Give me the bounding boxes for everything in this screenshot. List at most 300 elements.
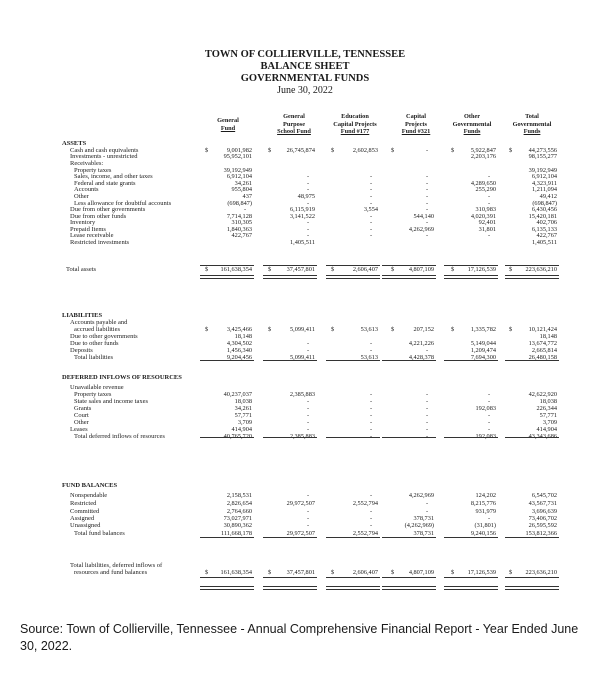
row-value: - bbox=[426, 200, 429, 207]
dollar-sign: $ bbox=[205, 326, 209, 333]
row-label: Property taxes bbox=[74, 167, 112, 174]
table-row bbox=[0, 266, 610, 274]
row-value: - bbox=[426, 398, 429, 405]
underline bbox=[444, 265, 498, 266]
underline bbox=[505, 537, 559, 538]
row-value: 48,975 bbox=[297, 193, 315, 200]
row-value: - bbox=[370, 522, 373, 529]
dollar-sign: $ bbox=[509, 266, 513, 273]
row-value: 310,983 bbox=[475, 206, 496, 213]
dollar-sign: $ bbox=[509, 569, 513, 576]
double-underline bbox=[382, 586, 436, 590]
row-value: 2,552,794 bbox=[352, 500, 378, 507]
row-value: - bbox=[370, 398, 373, 405]
row-value: - bbox=[426, 419, 429, 426]
row-value: 3,554 bbox=[363, 206, 378, 213]
row-value: 18,148 bbox=[539, 333, 557, 340]
row-value: - bbox=[307, 508, 310, 515]
row-value: 4,807,109 bbox=[408, 569, 434, 576]
row-value: 1,840,363 bbox=[226, 226, 252, 233]
row-value: - bbox=[426, 147, 429, 154]
row-value: - bbox=[307, 426, 310, 433]
column-header-line: Fund #321 bbox=[401, 128, 431, 135]
row-label: Other bbox=[74, 419, 89, 426]
row-value: 30,890,362 bbox=[223, 522, 252, 529]
row-label: accrued liabilities bbox=[74, 326, 121, 333]
row-value: - bbox=[370, 200, 373, 207]
row-value: - bbox=[307, 173, 310, 180]
row-value: - bbox=[370, 419, 373, 426]
row-value: - bbox=[307, 419, 310, 426]
dollar-sign: $ bbox=[205, 266, 209, 273]
row-value: 124,202 bbox=[475, 492, 496, 499]
row-value: 4,262,969 bbox=[408, 492, 434, 499]
row-label: ASSETS bbox=[62, 140, 87, 147]
row-value: - bbox=[370, 508, 373, 515]
row-label: Lease receivable bbox=[70, 232, 114, 239]
row-value: 2,385,883 bbox=[289, 391, 315, 398]
row-value: 49,412 bbox=[539, 193, 557, 200]
row-value: (698,847) bbox=[532, 200, 557, 207]
row-value: - bbox=[488, 412, 491, 419]
row-value: - bbox=[426, 206, 429, 213]
row-value: - bbox=[307, 412, 310, 419]
underline bbox=[326, 360, 380, 361]
row-label: Nonspendable bbox=[70, 492, 108, 499]
underline bbox=[200, 265, 254, 266]
row-label: Total liabilities bbox=[74, 354, 114, 361]
row-value: 6,545,702 bbox=[531, 492, 557, 499]
statement-date: June 30, 2022 bbox=[277, 85, 333, 96]
row-value: - bbox=[426, 186, 429, 193]
row-value: 1,209,474 bbox=[470, 347, 496, 354]
row-value: 1,405,511 bbox=[532, 239, 557, 246]
row-label: Other bbox=[74, 193, 89, 200]
row-value: 26,480,158 bbox=[528, 354, 557, 361]
row-value: 29,972,507 bbox=[286, 530, 315, 537]
row-label: Property taxes bbox=[74, 391, 112, 398]
dollar-sign: $ bbox=[268, 326, 272, 333]
row-value: 8,215,776 bbox=[470, 500, 496, 507]
row-value: 223,636,210 bbox=[525, 266, 557, 273]
row-value: 1,211,094 bbox=[532, 186, 557, 193]
double-underline bbox=[200, 586, 254, 590]
row-value: 9,001,982 bbox=[226, 147, 252, 154]
column-header-line: Purpose bbox=[282, 120, 306, 128]
dollar-sign: $ bbox=[451, 569, 455, 576]
row-label: Prepaid Items bbox=[70, 226, 106, 233]
row-value: - bbox=[426, 173, 429, 180]
column-header-line: Other bbox=[463, 113, 481, 120]
table-row bbox=[0, 239, 610, 247]
underline bbox=[505, 577, 559, 578]
row-value: 34,261 bbox=[234, 180, 252, 187]
row-value: 6,135,133 bbox=[531, 226, 557, 233]
row-value: - bbox=[307, 515, 310, 522]
row-label: Receivables: bbox=[70, 160, 104, 167]
row-value: 3,709 bbox=[542, 419, 557, 426]
row-value: - bbox=[370, 193, 373, 200]
double-underline bbox=[444, 586, 498, 590]
row-label: Due from other governments bbox=[70, 206, 146, 213]
row-label: Committed bbox=[70, 508, 100, 515]
dollar-sign: $ bbox=[451, 147, 455, 154]
row-value: 207,152 bbox=[413, 326, 434, 333]
double-underline bbox=[382, 275, 436, 279]
row-label: Restricted bbox=[70, 500, 97, 507]
row-value: 414,904 bbox=[231, 426, 252, 433]
row-value: - bbox=[307, 232, 310, 239]
row-value: - bbox=[370, 412, 373, 419]
row-value: 18,148 bbox=[234, 333, 252, 340]
underline bbox=[505, 265, 559, 266]
row-value: (31,801) bbox=[474, 522, 496, 529]
dollar-sign: $ bbox=[205, 569, 209, 576]
row-value: 4,428,378 bbox=[408, 354, 434, 361]
row-value: 26,745,874 bbox=[286, 147, 315, 154]
table-row bbox=[0, 500, 610, 508]
column-header-line: Capital Projects bbox=[333, 120, 377, 128]
row-value: 192,083 bbox=[475, 433, 496, 440]
row-value: - bbox=[307, 340, 310, 347]
row-value: 6,912,104 bbox=[531, 173, 557, 180]
row-value: - bbox=[307, 219, 310, 226]
row-label: Court bbox=[74, 412, 89, 419]
underline bbox=[444, 360, 498, 361]
row-value: - bbox=[370, 186, 373, 193]
underline bbox=[505, 437, 559, 438]
row-label: Assigned bbox=[70, 515, 95, 522]
row-value: 98,155,277 bbox=[528, 153, 557, 160]
title-governmental-funds: GOVERNMENTAL FUNDS bbox=[240, 73, 370, 84]
row-value: 42,622,920 bbox=[528, 391, 557, 398]
row-value: 15,420,181 bbox=[528, 213, 557, 220]
underline bbox=[382, 537, 436, 538]
row-value: 1,405,511 bbox=[290, 239, 315, 246]
source-note: Source: Town of Collierville, Tennessee - Annual Comprehensive Financial Report - Year Ended June 30, 2022. bbox=[20, 622, 579, 653]
row-label: Due from other funds bbox=[70, 213, 127, 220]
underline bbox=[263, 360, 317, 361]
row-value: - bbox=[488, 426, 491, 433]
underline bbox=[444, 537, 498, 538]
row-value: - bbox=[370, 433, 373, 440]
row-value: 223,636,210 bbox=[525, 569, 557, 576]
row-value: - bbox=[370, 180, 373, 187]
row-value: 43,343,686 bbox=[528, 433, 557, 440]
row-value: - bbox=[370, 405, 373, 412]
row-value: 3,141,522 bbox=[289, 213, 315, 220]
row-label: Less allowance for doubtful accounts bbox=[74, 200, 172, 207]
table-row bbox=[0, 522, 610, 530]
underline bbox=[263, 537, 317, 538]
table-row bbox=[0, 492, 610, 500]
row-value: - bbox=[244, 206, 247, 213]
row-value: 53,613 bbox=[360, 354, 378, 361]
row-value: 13,674,772 bbox=[528, 340, 557, 347]
dollar-sign: $ bbox=[268, 266, 272, 273]
column-header-line: Governmental bbox=[512, 120, 552, 128]
row-value: 6,912,104 bbox=[226, 173, 252, 180]
underline bbox=[200, 577, 254, 578]
row-value: 4,323,911 bbox=[532, 180, 557, 187]
row-value: - bbox=[488, 391, 491, 398]
row-value: 2,606,407 bbox=[352, 569, 378, 576]
underline bbox=[326, 437, 380, 438]
column-header-line: Funds bbox=[523, 128, 541, 135]
row-value: 31,801 bbox=[478, 226, 496, 233]
row-value: - bbox=[307, 347, 310, 354]
row-value: 34,261 bbox=[234, 405, 252, 412]
row-value: - bbox=[426, 219, 429, 226]
row-label: Restricted investments bbox=[70, 239, 130, 246]
underline bbox=[505, 360, 559, 361]
table-row bbox=[0, 482, 610, 490]
row-value: - bbox=[307, 492, 310, 499]
row-value: - bbox=[370, 391, 373, 398]
row-value: - bbox=[426, 412, 429, 419]
table-row bbox=[0, 569, 610, 577]
column-header-line: General bbox=[283, 113, 305, 120]
row-value: 6,115,919 bbox=[290, 206, 315, 213]
column-header-line: Education bbox=[341, 113, 369, 120]
row-value: 37,457,801 bbox=[286, 569, 315, 576]
row-value: 18,038 bbox=[234, 398, 252, 405]
row-label: FUND BALANCES bbox=[62, 482, 118, 489]
underline bbox=[326, 577, 380, 578]
row-label: Deposits bbox=[70, 347, 93, 354]
row-value: 192,083 bbox=[475, 405, 496, 412]
row-value: - bbox=[488, 193, 491, 200]
row-value: 73,027,971 bbox=[223, 515, 252, 522]
row-value: - bbox=[307, 200, 310, 207]
row-value: - bbox=[370, 515, 373, 522]
underline bbox=[444, 577, 498, 578]
underline bbox=[200, 360, 254, 361]
dollar-sign: $ bbox=[268, 569, 272, 576]
row-label: DEFERRED INFLOWS OF RESOURCES bbox=[62, 374, 182, 381]
row-value: 5,099,411 bbox=[290, 354, 315, 361]
underline bbox=[382, 577, 436, 578]
row-label: State sales and income taxes bbox=[74, 398, 149, 405]
dollar-sign: $ bbox=[451, 326, 455, 333]
row-label: Accounts bbox=[74, 186, 99, 193]
row-value: 402,706 bbox=[536, 219, 557, 226]
row-value: 73,406,702 bbox=[528, 515, 557, 522]
row-label: Cash and cash equivalents bbox=[70, 147, 139, 154]
row-value: 153,812,366 bbox=[525, 530, 557, 537]
row-value: - bbox=[488, 173, 491, 180]
row-value: 1,335,782 bbox=[470, 326, 496, 333]
dollar-sign: $ bbox=[391, 147, 395, 154]
row-value: - bbox=[426, 391, 429, 398]
row-label: Total liabilities, deferred inflows of bbox=[70, 562, 163, 569]
row-value: 2,552,794 bbox=[352, 530, 378, 537]
row-value: 17,126,539 bbox=[467, 266, 496, 273]
row-value: - bbox=[307, 186, 310, 193]
column-header-line: School Fund bbox=[277, 128, 311, 135]
row-label: Sales, income, and other taxes bbox=[74, 173, 153, 180]
double-underline bbox=[200, 275, 254, 279]
row-value: 5,149,044 bbox=[470, 340, 496, 347]
double-underline bbox=[444, 275, 498, 279]
row-value: 2,606,407 bbox=[352, 266, 378, 273]
row-value: - bbox=[426, 508, 429, 515]
row-value: 1,456,340 bbox=[226, 347, 252, 354]
row-value: - bbox=[370, 340, 373, 347]
row-value: 422,767 bbox=[231, 232, 252, 239]
row-value: - bbox=[307, 226, 310, 233]
column-header-line: Projects bbox=[405, 120, 427, 128]
underline bbox=[263, 265, 317, 266]
row-label: Unassigned bbox=[70, 522, 101, 529]
row-value: 226,344 bbox=[536, 405, 557, 412]
row-value: - bbox=[370, 347, 373, 354]
row-label: Total assets bbox=[66, 266, 97, 273]
row-value: 9,204,456 bbox=[226, 354, 252, 361]
row-label: Due to other governments bbox=[70, 333, 138, 340]
row-value: - bbox=[370, 492, 373, 499]
underline bbox=[263, 577, 317, 578]
underline bbox=[382, 360, 436, 361]
underline bbox=[382, 265, 436, 266]
row-value: 4,807,109 bbox=[408, 266, 434, 273]
row-value: 43,567,731 bbox=[528, 500, 557, 507]
row-value: - bbox=[370, 219, 373, 226]
row-value: 26,595,592 bbox=[528, 522, 557, 529]
row-value: - bbox=[426, 180, 429, 187]
double-underline bbox=[326, 275, 380, 279]
dollar-sign: $ bbox=[331, 326, 335, 333]
row-value: 3,709 bbox=[237, 419, 252, 426]
row-value: 955,804 bbox=[231, 186, 252, 193]
row-value: 2,764,660 bbox=[226, 508, 252, 515]
row-value: 310,305 bbox=[231, 219, 252, 226]
row-value: 2,158,531 bbox=[226, 492, 252, 499]
underline bbox=[200, 437, 254, 438]
underline bbox=[263, 437, 317, 438]
row-value: - bbox=[426, 405, 429, 412]
row-value: 422,767 bbox=[536, 232, 557, 239]
row-value: 6,430,456 bbox=[531, 206, 557, 213]
double-underline bbox=[505, 275, 559, 279]
dollar-sign: $ bbox=[268, 147, 272, 154]
underline bbox=[382, 437, 436, 438]
row-value: - bbox=[370, 426, 373, 433]
dollar-sign: $ bbox=[509, 326, 513, 333]
row-value: 2,385,883 bbox=[289, 433, 315, 440]
column-header-line: General bbox=[217, 117, 239, 124]
row-value: 414,904 bbox=[536, 426, 557, 433]
row-value: 3,425,466 bbox=[226, 326, 252, 333]
double-underline bbox=[263, 275, 317, 279]
column-header-line: Fund #177 bbox=[340, 128, 370, 135]
row-value: 92,401 bbox=[478, 219, 496, 226]
row-value: 111,668,178 bbox=[220, 530, 252, 537]
row-label: Leases bbox=[70, 426, 88, 433]
row-value: - bbox=[426, 500, 429, 507]
row-value: 9,240,156 bbox=[470, 530, 496, 537]
row-value: 255,290 bbox=[475, 186, 496, 193]
underline bbox=[326, 265, 380, 266]
underline bbox=[200, 537, 254, 538]
row-value: 5,922,847 bbox=[470, 147, 496, 154]
row-label: Investments - unrestricted bbox=[70, 153, 138, 160]
row-value: - bbox=[488, 419, 491, 426]
row-value: - bbox=[488, 200, 491, 207]
row-value: 10,121,424 bbox=[528, 326, 557, 333]
double-underline bbox=[505, 586, 559, 590]
row-value: - bbox=[307, 180, 310, 187]
row-value: 39,192,949 bbox=[528, 167, 557, 174]
dollar-sign: $ bbox=[509, 147, 513, 154]
row-value: - bbox=[488, 232, 491, 239]
double-underline bbox=[263, 586, 317, 590]
column-header-line: Total bbox=[525, 113, 539, 120]
row-value: 544,140 bbox=[413, 213, 434, 220]
row-value: - bbox=[488, 515, 491, 522]
row-value: (4,262,969) bbox=[404, 522, 434, 529]
row-label: Federal and state grants bbox=[74, 180, 136, 187]
row-value: 37,457,801 bbox=[286, 266, 315, 273]
row-value: - bbox=[370, 232, 373, 239]
row-value: 437 bbox=[242, 193, 252, 200]
row-label: Inventory bbox=[70, 219, 96, 226]
dollar-sign: $ bbox=[331, 147, 335, 154]
dollar-sign: $ bbox=[205, 147, 209, 154]
column-header-line: Capital bbox=[406, 113, 426, 120]
row-value: 57,771 bbox=[539, 412, 557, 419]
row-value: - bbox=[370, 226, 373, 233]
row-value: 3,696,639 bbox=[531, 508, 557, 515]
dollar-sign: $ bbox=[391, 266, 395, 273]
row-value: 4,020,391 bbox=[470, 213, 496, 220]
row-value: - bbox=[426, 347, 429, 354]
row-label: resources and fund balances bbox=[74, 569, 148, 576]
double-underline bbox=[326, 586, 380, 590]
row-label: LIABILITIES bbox=[62, 312, 103, 319]
row-value: - bbox=[488, 398, 491, 405]
underline bbox=[326, 537, 380, 538]
row-value: 57,771 bbox=[234, 412, 252, 419]
row-value: - bbox=[426, 433, 429, 440]
row-value: - bbox=[307, 405, 310, 412]
dollar-sign: $ bbox=[391, 326, 395, 333]
table-row bbox=[0, 374, 610, 382]
column-header-line: Fund bbox=[220, 124, 236, 132]
row-value: 161,638,354 bbox=[220, 569, 252, 576]
row-value: (698,847) bbox=[227, 200, 252, 207]
row-label: Grants bbox=[74, 405, 92, 412]
dollar-sign: $ bbox=[451, 266, 455, 273]
row-value: - bbox=[307, 398, 310, 405]
row-value: 378,731 bbox=[413, 530, 434, 537]
row-label: Unavailable revenue bbox=[70, 384, 124, 391]
row-value: 40,237,037 bbox=[223, 391, 252, 398]
row-label: Total fund balances bbox=[74, 530, 125, 537]
row-value: 2,665,814 bbox=[531, 347, 557, 354]
row-value: 4,289,650 bbox=[470, 180, 496, 187]
row-value: 2,203,176 bbox=[470, 153, 496, 160]
row-value: - bbox=[370, 173, 373, 180]
row-value: 7,694,300 bbox=[470, 354, 496, 361]
row-value: 40,765,720 bbox=[223, 433, 252, 440]
title-town: TOWN OF COLLIERVILLE, TENNESSEE bbox=[204, 49, 406, 60]
row-value: 2,602,853 bbox=[352, 147, 378, 154]
row-value: 17,126,539 bbox=[467, 569, 496, 576]
row-value: 39,192,949 bbox=[223, 167, 252, 174]
dollar-sign: $ bbox=[391, 569, 395, 576]
dollar-sign: $ bbox=[331, 569, 335, 576]
